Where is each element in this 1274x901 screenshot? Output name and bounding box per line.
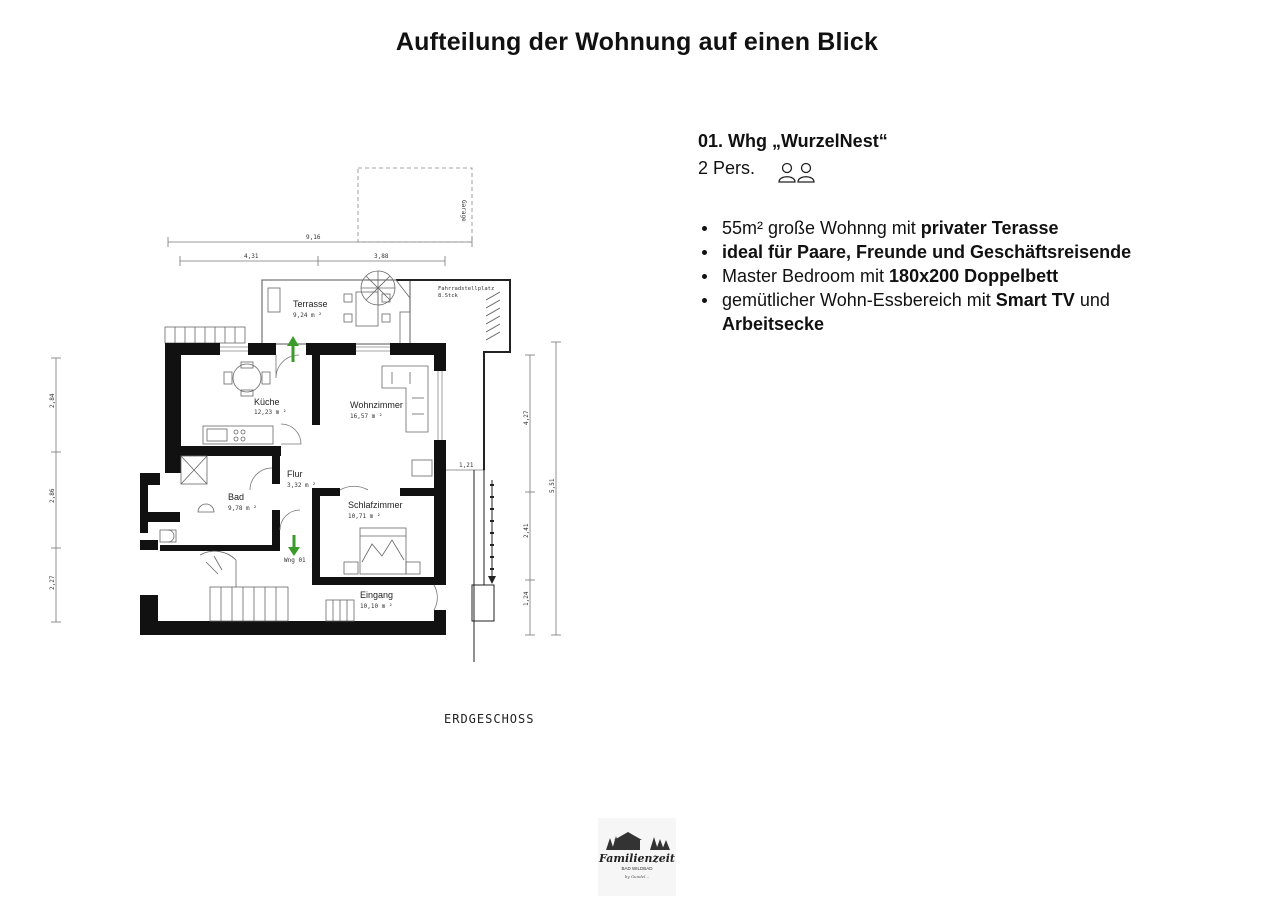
feature-item: 55m² große Wohnng mit privater Terasse bbox=[698, 216, 1258, 240]
apartment-info bbox=[698, 131, 1258, 336]
dim-total-width: 9,16 bbox=[306, 234, 321, 241]
dim-right-width: 3,88 bbox=[374, 253, 389, 260]
bike-parking-count: 8.Stck bbox=[438, 293, 458, 299]
green-arrow-icons bbox=[287, 336, 300, 556]
room-label-bad: Bad bbox=[228, 492, 245, 502]
dim-left-1: 2,84 bbox=[49, 393, 56, 408]
logo-name: Familienzeit bbox=[598, 852, 676, 865]
apartment-title: 01. Whg „WurzelNest“ bbox=[698, 131, 888, 151]
dim-left-3: 2,27 bbox=[49, 575, 56, 590]
bike-racks bbox=[486, 292, 500, 340]
inner-stairs bbox=[200, 551, 354, 621]
terrace-planter bbox=[400, 312, 410, 344]
right-dimension-lines bbox=[445, 342, 561, 635]
familienzeit-logo bbox=[598, 818, 676, 896]
room-label-flur: Flur bbox=[287, 469, 303, 479]
outside-stairs bbox=[165, 327, 245, 343]
room-label-kueche: Küche bbox=[254, 397, 280, 407]
logo-location: BAD WILDBAD bbox=[621, 866, 653, 871]
floor-plan bbox=[0, 112, 660, 752]
feature-item: gemütlicher Wohn-Essbereich mit Smart TV und Arbeitsecke bbox=[698, 288, 1258, 336]
dim-right-2: 2,41 bbox=[523, 523, 530, 538]
persons-label: 2 Pers. bbox=[698, 158, 756, 178]
terrace-table-set bbox=[344, 271, 395, 326]
feature-list bbox=[698, 216, 1258, 336]
room-label-terrasse: Terrasse bbox=[293, 299, 328, 309]
dim-right-1: 4,27 bbox=[523, 410, 530, 425]
feature-item: Master Bedroom mit 180x200 Doppelbett bbox=[698, 264, 1258, 288]
room-label-wohnzimmer: Wohnzimmer bbox=[350, 400, 403, 410]
room-area-eingang: 10,10 m ² bbox=[360, 603, 393, 610]
person-outline-icon bbox=[777, 160, 817, 184]
person-icons bbox=[777, 160, 817, 184]
terrace-outline bbox=[262, 280, 410, 344]
dim-left-width: 4,31 bbox=[244, 253, 259, 260]
room-area-wohnzimmer: 16,57 m ² bbox=[350, 413, 383, 420]
room-area-schlafzimmer: 10,71 m ² bbox=[348, 513, 381, 520]
room-area-flur: 3,32 m ² bbox=[287, 482, 316, 489]
page-title: Aufteilung der Wohnung auf einen Blick bbox=[395, 28, 879, 56]
bike-parking-outline bbox=[396, 280, 510, 470]
dim-right-total: 5,51 bbox=[549, 478, 556, 493]
bike-parking-label: Fahrradstellplatz bbox=[438, 286, 495, 292]
top-dimension-lines bbox=[168, 237, 472, 266]
bedroom-furniture bbox=[344, 528, 420, 574]
terrace-lounger bbox=[268, 288, 280, 312]
logo-tagline: by Gundel... bbox=[624, 874, 650, 879]
living-room-furniture bbox=[382, 366, 432, 476]
feature-item: ideal für Paare, Freunde und Geschäftsreisende bbox=[698, 240, 1258, 264]
unit-label: Wng 01 bbox=[284, 557, 306, 564]
room-area-kueche: 12,23 m ² bbox=[254, 409, 287, 416]
garage-label: Garage bbox=[460, 200, 467, 222]
room-label-eingang: Eingang bbox=[360, 590, 394, 600]
room-area-terrasse: 9,24 m ² bbox=[293, 312, 322, 319]
floor-label: ERDGESCHOSS bbox=[444, 712, 535, 726]
dim-left-2: 2,86 bbox=[49, 488, 56, 503]
persons-row bbox=[698, 158, 1258, 184]
dim-right-3: 1,24 bbox=[523, 591, 530, 606]
dim-passage: 1,21 bbox=[459, 462, 474, 469]
garage-outline bbox=[358, 168, 472, 242]
room-label-schlafzimmer: Schlafzimmer bbox=[348, 500, 403, 510]
outside-ramp bbox=[472, 470, 494, 662]
room-area-bad: 9,78 m ² bbox=[228, 505, 257, 512]
walls bbox=[140, 343, 446, 635]
